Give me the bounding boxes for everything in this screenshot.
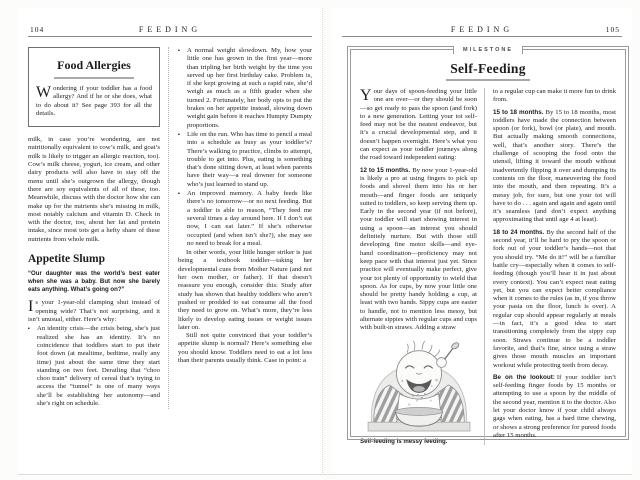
bullet-square-icon: ▪ — [28, 326, 30, 333]
dropcap: W — [36, 84, 52, 101]
box-title: Food Allergies — [54, 58, 134, 79]
page-header — [28, 16, 312, 37]
section-heading: Appetite Slump — [28, 253, 105, 266]
milestone-right-column — [484, 88, 616, 445]
age-range-label: 18 to 24 months. — [493, 228, 545, 236]
list-item: ▪ An identity crisis—the crisis being, she’s just realized she has an identity. It’s no coincidence that toddlers start to put their foot down (at mealtime, bedtime, really any time) just about the same time they start standing on two feet. Derailing that “choo choo train” delivery of cereal that’s trying to access the “tunnel” is one of many ways she’ll be establishing her autonomy—and she’s right on schedule. — [28, 325, 160, 407]
figure-caption: Self-feeding is messy feeding. — [360, 437, 448, 445]
running-header: FEEDING — [450, 25, 514, 34]
age-range-label: 15 to 18 months. — [493, 108, 544, 116]
age-range-label: 12 to 15 months. — [360, 166, 411, 174]
lookout-label: Be on the lookout: — [493, 373, 555, 381]
bullet-square-icon: ▪ — [178, 48, 180, 54]
list-item: ▪ Life on the run. Who has time to pencil a meal into a schedule as busy as your toddler’s? There’s walking to practice, climbs to attempt, trouble to get into. Plus, eating is something that’s done sitting down, at least when parents have their way—a real downer for someone who’s just learned to stand up. — [178, 130, 312, 188]
page-number: 104 — [30, 25, 45, 34]
baby-eating-illustration — [360, 336, 478, 432]
milestone-block: 15 to 18 months. By 15 to 18 months, most toddlers have made the connection between spoon (or fork), bowl (or plate), and mouth. But actually making smooth connections, well, that’s another story. There’s the challenge of scooping the food onto the utensil, lifting it toward the mouth without inadvertently flipping it over and dumping its contents on the floor, maneuvering the food into the mouth, and then repeating. It’s a messy job, for sure, but one your tot will have to do . . . again and again and again until it’s seamless (and don’t expect anything approximating that until age 4 at least). — [493, 108, 616, 224]
paragraph: Is your 1-year-old clamping shut instead of opening wide? That’s not surprising, and it isn’t unusual, either. Here’s why: — [28, 298, 160, 324]
milestone-block: Be on the lookout: If your toddler isn’t self-feeding finger foods by 15 months or attempting to use a spoon by the middle of the second year, mention it to the doctor. Also let your doctor know if your child always gags when eating, has a hard time chewing, or shows a strong preference for pureed foods after 15 months. — [493, 373, 616, 439]
right-column — [168, 47, 312, 409]
dropcap: I — [28, 298, 34, 316]
box-text: Wondering if your toddler has a food allergy? And if he or she does, what to do about it? See page 393 for all the details. — [36, 84, 152, 117]
list-item: ▪ A normal weight slowdown. My, how your little one has grown in the first year—more than tripling her birth weight by the time you served up her first birthday cake. Problem is, if she kept growing at such a rapid rate, she’d weigh as much as a fifth grader when she turned 2. Fortunately, her body opts to put the brakes on her appetite instead, slowing down weight gain before it reaches Humpty Dumpty proportions. — [178, 47, 312, 129]
milestone-tab: MILESTONE — [453, 46, 523, 54]
milestone-left-column — [360, 88, 484, 445]
book-page-left — [18, 8, 323, 473]
paragraph: In other words, your little hunger striker is just being a textbook toddler—taking her developmental cues from Mother Nature (and not her own mother, or father). If that doesn’t reassure you enough, consider this: Study after study has shown that healthy toddlers who aren’t pushed or prodded to eat consume all the food they need to grow on. What’s more, they’re less likely to develop eating issues or weight issues later on. — [178, 249, 312, 331]
bullet-square-icon: ▪ — [178, 131, 180, 138]
book-page-right — [332, 8, 632, 473]
list-item: ▪ An improved memory. A baby feeds like there’s no tomorrow—or no next feeding. But a toddler is able to reason, “They feed me several times a day around here. If I don’t eat now, I can eat later.” If she’s otherwise occupied (and when isn’t she?), she may see no need to break for a meal. — [178, 190, 312, 247]
paragraph: to a regular cup can make it more fun to drink from. — [493, 88, 616, 104]
figure — [360, 336, 477, 445]
dropcap: Y — [360, 87, 372, 104]
running-header: FEEDING — [138, 25, 202, 34]
left-column — [28, 47, 168, 409]
paragraph: milk, in case you’re wondering, are not nutritionally equivalent to cow’s milk, and goat’s milk is likely to trigger an allergic reaction, too). Cow’s milk cheese, yogurt, ice cream, and other dairy products will also have to stay off the menu until she’s outgrown the allergy, though there are soy equivalents of all of these, too. Meanwhile, discuss with the doctor how she can make up for the nutrients she’s missing in milk, most notably calcium and vitamin D. Check in with the doctor, too, about her fat and protein intake, since most tots get a hefty share of these nutrients from whole milk. — [28, 136, 160, 243]
paragraph: Still not quite convinced that your toddler’s appetite slump is normal? Here’s something else you should know. Toddlers need to eat a lot less than their parents usually think. Case in point: a — [178, 332, 312, 364]
page-header — [342, 16, 622, 37]
milestone-block: 18 to 24 months. By the second half of the second year, it’ll be hard to pry the spoon or fork out of your toddler’s hands—not that you should try. “Me do it!” will be a familiar battle cry—especially when it comes to self-feeding (though you’ll hear it in just about every context). You can’t expect neat eating yet, but you can expect better compliance when it comes to the rules (as in, if you throw your pasta on the floor, lunch is over). A regular cup should appear regularly at meals—in fact, it’s a good idea to start transitioning completely from the sippy cup soon. Straws continue to be a toddler favorite, and that’s fine, since using a straw gives those mouth muscles an important workout while protecting teeth from decay. — [493, 228, 617, 369]
milestone-block: 12 to 15 months. By now your 1-year-old is likely a pro at using fingers to pick up foods and shovel them into his or her mouth—and finger foods are uniquely suited to toddlers, so keep serving them up. Early in the second year (if not before), your toddler will start showing interest in using a spoon—an interest you should definitely nurture. But with those still developing fine motor skills—and eye-hand coordination—proficiency may not keep pace with that interest just yet. Since practice will eventually make perfect, give your tot plenty of opportunity to wield that spoon. As for cups, by now your little one should be pretty handy holding a cup, at least with two hands. Sippy cups are easier to handle, not to mention less messy, but alternate sippies with regular cups and cups with built-in straws. Adding a straw — [360, 166, 477, 332]
food-allergies-box — [28, 47, 160, 127]
milestone-box — [350, 47, 626, 445]
paragraph: Your days of spoon-feeding your little one are over—or they should be soon—so get ready to pass the spoon (and fork) to a new generation. Letting your tot self-feed may not be the neatest endeavor, but it’s a crucial developmental step, and it doesn’t happen overnight. Here’s what you can expect as your toddler journeys along the road toward independent eating: — [360, 87, 477, 162]
page-number: 105 — [605, 25, 620, 34]
book-bottom-edge — [18, 474, 632, 475]
milestone-title: Self-Feeding — [446, 61, 530, 81]
reader-question: “Our daughter was the world’s best eater when she was a baby. But now she barely eats anything. What’s going on?” — [28, 270, 160, 293]
bullet-square-icon: ▪ — [178, 191, 180, 198]
